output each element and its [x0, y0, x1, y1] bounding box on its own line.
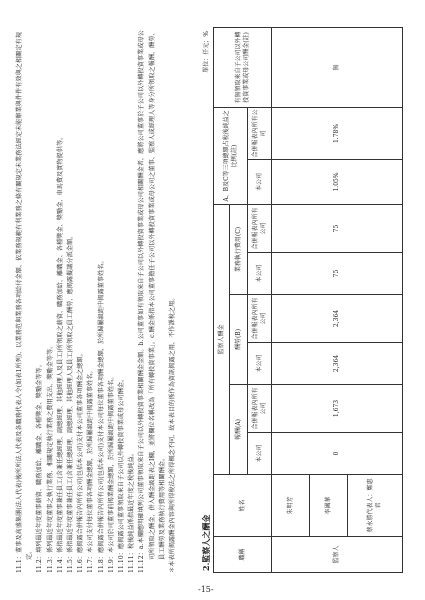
value-c-all: 75 — [272, 204, 403, 252]
sub-all-companies: 合併報表內所有公司 — [248, 107, 272, 159]
header-remuneration: 報酬(A) — [230, 385, 248, 475]
header-supervisor-group: 監察人酬金 — [214, 204, 230, 474]
rotated-content — [15, 28, 410, 573]
note-item: 11.3：係列最近年度董事之執行業務、相關規定執行業務之費用支出、獎勵金等等。 — [46, 342, 54, 573]
header-total-ratio: A、B及C等三項總額占稅後純益之比例(註) — [214, 107, 248, 204]
notes-block — [15, 28, 197, 573]
value-ratio-company: 1.05% — [272, 159, 403, 204]
note-item: 11.9：本公司於司董事前揭業酬金總額，於所歸屬級距中揭露董事姓名。 — [107, 373, 115, 573]
note-item: 11.11：稅後純益係指最近年度之稅後純益。 — [128, 450, 136, 573]
sub-all-companies: 合併報表內所有公司 — [248, 295, 272, 343]
supervisor-remuneration-table — [213, 27, 403, 573]
value-c-company: 75 — [272, 253, 403, 295]
value-b-company: 2,364 — [272, 343, 403, 385]
supervisor-name: 李國華 — [310, 475, 348, 537]
note-item: 11.8：應揭露合併報告內所有公司(包括本公司)支付本公司每位董事各項酬金總額，於所歸屬級距中揭露董事姓名。 — [97, 257, 105, 573]
value-a-all: 1,673 — [272, 385, 403, 433]
section-title: 2.監察人之酬金 — [201, 514, 211, 571]
header-other-income: 有無領取來自子公司以外轉投資事業或母公司酬金(註) — [214, 27, 272, 107]
note-item: 11.6：應揭露合併報告內所有公司(包括本公司)支付本公司董事各項酬金之總額。 — [77, 350, 85, 573]
note-item: 11.10：應揭露公司董事領取來自子公司以外轉投資事業或母公司酬金。 — [118, 375, 126, 573]
sub-all-companies: 合併報表內所有公司 — [248, 385, 272, 433]
value-ratio-all: 1.78% — [272, 107, 403, 159]
row-title: 監察人 — [272, 537, 403, 573]
header-name: 姓名 — [214, 475, 272, 537]
unit-label: 單位：仟元；% — [203, 31, 210, 73]
value-b-all: 2,364 — [272, 295, 403, 343]
sub-company: 本公司 — [248, 343, 272, 385]
sub-company: 本公司 — [248, 253, 272, 295]
note-item: 11.5：係指最近年度董事兼任員工(含兼任總經理、副總經理、其他經理人及員工)所領取之員工酬勞，應揭露擬議分派金額。 — [67, 232, 75, 573]
value-other-income: 無 — [272, 27, 403, 107]
note-item: 11.12：a.本欄應明確填列公司董事領取來自子公司以外轉投資事業相關酬金金額。b.公司董事如有領取來自子公司以外轉投資事業或母公司相關酬金者，應將公司董事於子公司以外轉投資事業或母公司所領取之酬金，併入酬金級距表之I欄，並將欄位名稱改為「所有轉投資事業」。c.酬金係指本公司董事擔任子公司以外轉投資事業或母公司之董事、監察人或經理人等身分所領取之報酬、酬勞、員工酬勞及業務執行費用等相關酬金。 — [138, 29, 166, 573]
page-number: -15- — [198, 585, 214, 594]
sub-company: 本公司 — [248, 433, 272, 475]
value-a-company: 0 — [272, 433, 403, 475]
note-item: 11.1：董事及高盛集團(法人代表)後所所法人代表及各職務代表人令(如表1所列)，以業務范與業務各項給付金額、依業務規範有利業務之條有關規定未業務法經定未能辦業與件件有效與之相關定有規定。 — [16, 32, 34, 573]
note-item: ＊本表所揭露酬金內容與所得稅法之所得概念不同，故本表目的係作為資訊揭露之用，不作課稅之用。 — [169, 294, 177, 573]
sub-all-companies: 合併報表內所有公司 — [248, 204, 272, 252]
supervisor-name: 蔡永勝代表人：鄭惠君 — [348, 475, 403, 537]
note-item: 11.2：填列最近年度董事薪資、職務加給、離職金、各種獎金、獎勵金等等。 — [36, 361, 44, 573]
note-item: 11.4：係指最近年度董事兼任員工(含兼任總經理、副總經理、其他經理人及員工)所領取之薪資、職務加給、離職金、各種獎金、獎勵金、車馬費及實物提供等。 — [56, 133, 64, 573]
note-item: 11.7：本公司支付每位董事各項酬金總額，於所歸屬級距中揭露董事姓名。 — [87, 367, 95, 573]
header-compensation: 酬勞(B) — [230, 295, 248, 385]
header-business-expense: 業務執行費用(C) — [230, 204, 248, 294]
sub-company: 本公司 — [248, 159, 272, 204]
header-title: 職稱 — [214, 537, 272, 573]
supervisor-name: 朱明芳 — [272, 475, 310, 537]
